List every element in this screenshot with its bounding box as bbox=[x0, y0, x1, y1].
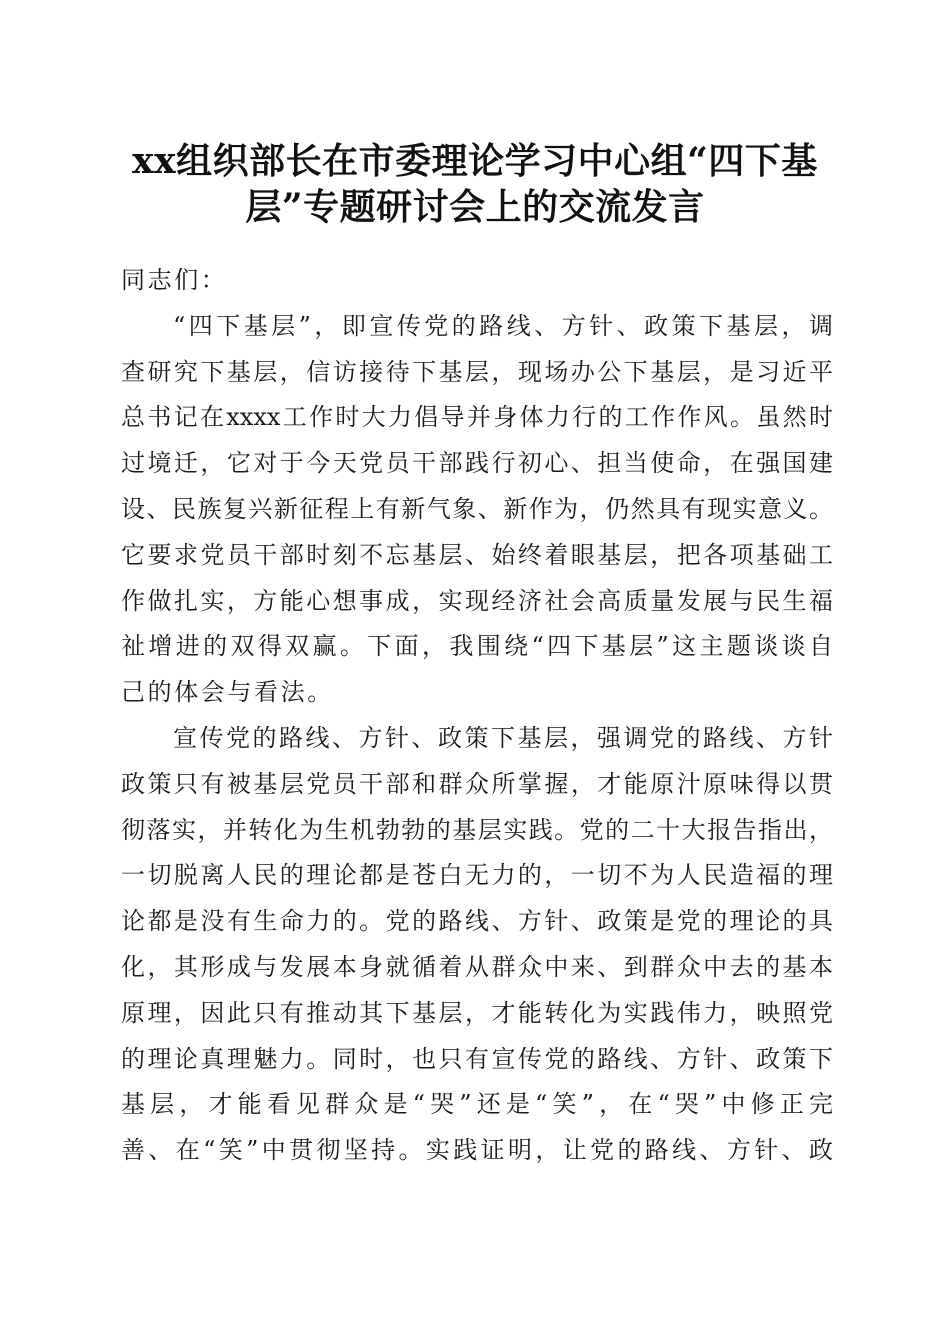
paragraph-line: 善、在“笑”中贯彻坚持。实践证明，让党的路线、方针、政 bbox=[121, 1136, 833, 1165]
paragraph-line: 论都是没有生命力的。党的路线、方针、政策是党的理论的具 bbox=[121, 907, 833, 936]
paragraph-line: 政策只有被基层党员干部和群众所掌握，才能原汁原味得以贯 bbox=[121, 769, 833, 798]
paragraph-line: 化，其形成与发展本身就循着从群众中来、到群众中去的基本 bbox=[121, 952, 833, 981]
paragraph-line: 祉增进的双得双赢。下面，我围绕“四下基层”这主题谈谈自 bbox=[121, 632, 833, 661]
document-body bbox=[121, 258, 833, 1174]
paragraph-line: 彻落实，并转化为生机勃勃的基层实践。党的二十大报告指出， bbox=[121, 815, 833, 844]
title-line: 层”专题研讨会上的交流发言 bbox=[245, 186, 705, 228]
paragraph-line: 总书记在xxxx工作时大力倡导并身体力行的工作作风。虽然时 bbox=[121, 403, 833, 432]
document-title bbox=[100, 138, 850, 230]
paragraph-line: 己的体会与看法。 bbox=[121, 678, 334, 707]
paragraph-line: 的理论真理魅力。同时，也只有宣传党的路线、方针、政策下 bbox=[121, 1044, 833, 1073]
paragraph-line: 它要求党员干部时刻不忘基层、始终着眼基层，把各项基础工 bbox=[121, 540, 833, 569]
paragraph-line: 过境迁，它对于今天党员干部践行初心、担当使命，在强国建 bbox=[121, 449, 833, 478]
salutation: 同志们： bbox=[121, 266, 228, 294]
title-line: xx组织部长在市委理论学习中心组“四下基 bbox=[132, 140, 818, 182]
paragraph-line: 一切脱离人民的理论都是苍白无力的，一切不为人民造福的理 bbox=[121, 861, 833, 890]
paragraph-line: “四下基层”，即宣传党的路线、方针、政策下基层，调 bbox=[173, 311, 833, 340]
paragraph-line: 设、民族复兴新征程上有新气象、新作为，仍然具有现实意义。 bbox=[121, 494, 833, 523]
paragraph-line: 查研究下基层，信访接待下基层，现场办公下基层，是习近平 bbox=[121, 357, 833, 386]
paragraph-line: 宣传党的路线、方针、政策下基层，强调党的路线、方针 bbox=[173, 723, 833, 752]
paragraph-line: 基层，才能看见群众是“哭”还是“笑”，在“哭”中修正完 bbox=[121, 1090, 833, 1119]
paragraph-line: 原理，因此只有推动其下基层，才能转化为实践伟力，映照党 bbox=[121, 998, 833, 1027]
paragraph-line: 作做扎实，方能心想事成，实现经济社会高质量发展与民生福 bbox=[121, 586, 833, 615]
paragraph-1 bbox=[121, 304, 833, 716]
paragraph-2 bbox=[121, 716, 833, 1174]
